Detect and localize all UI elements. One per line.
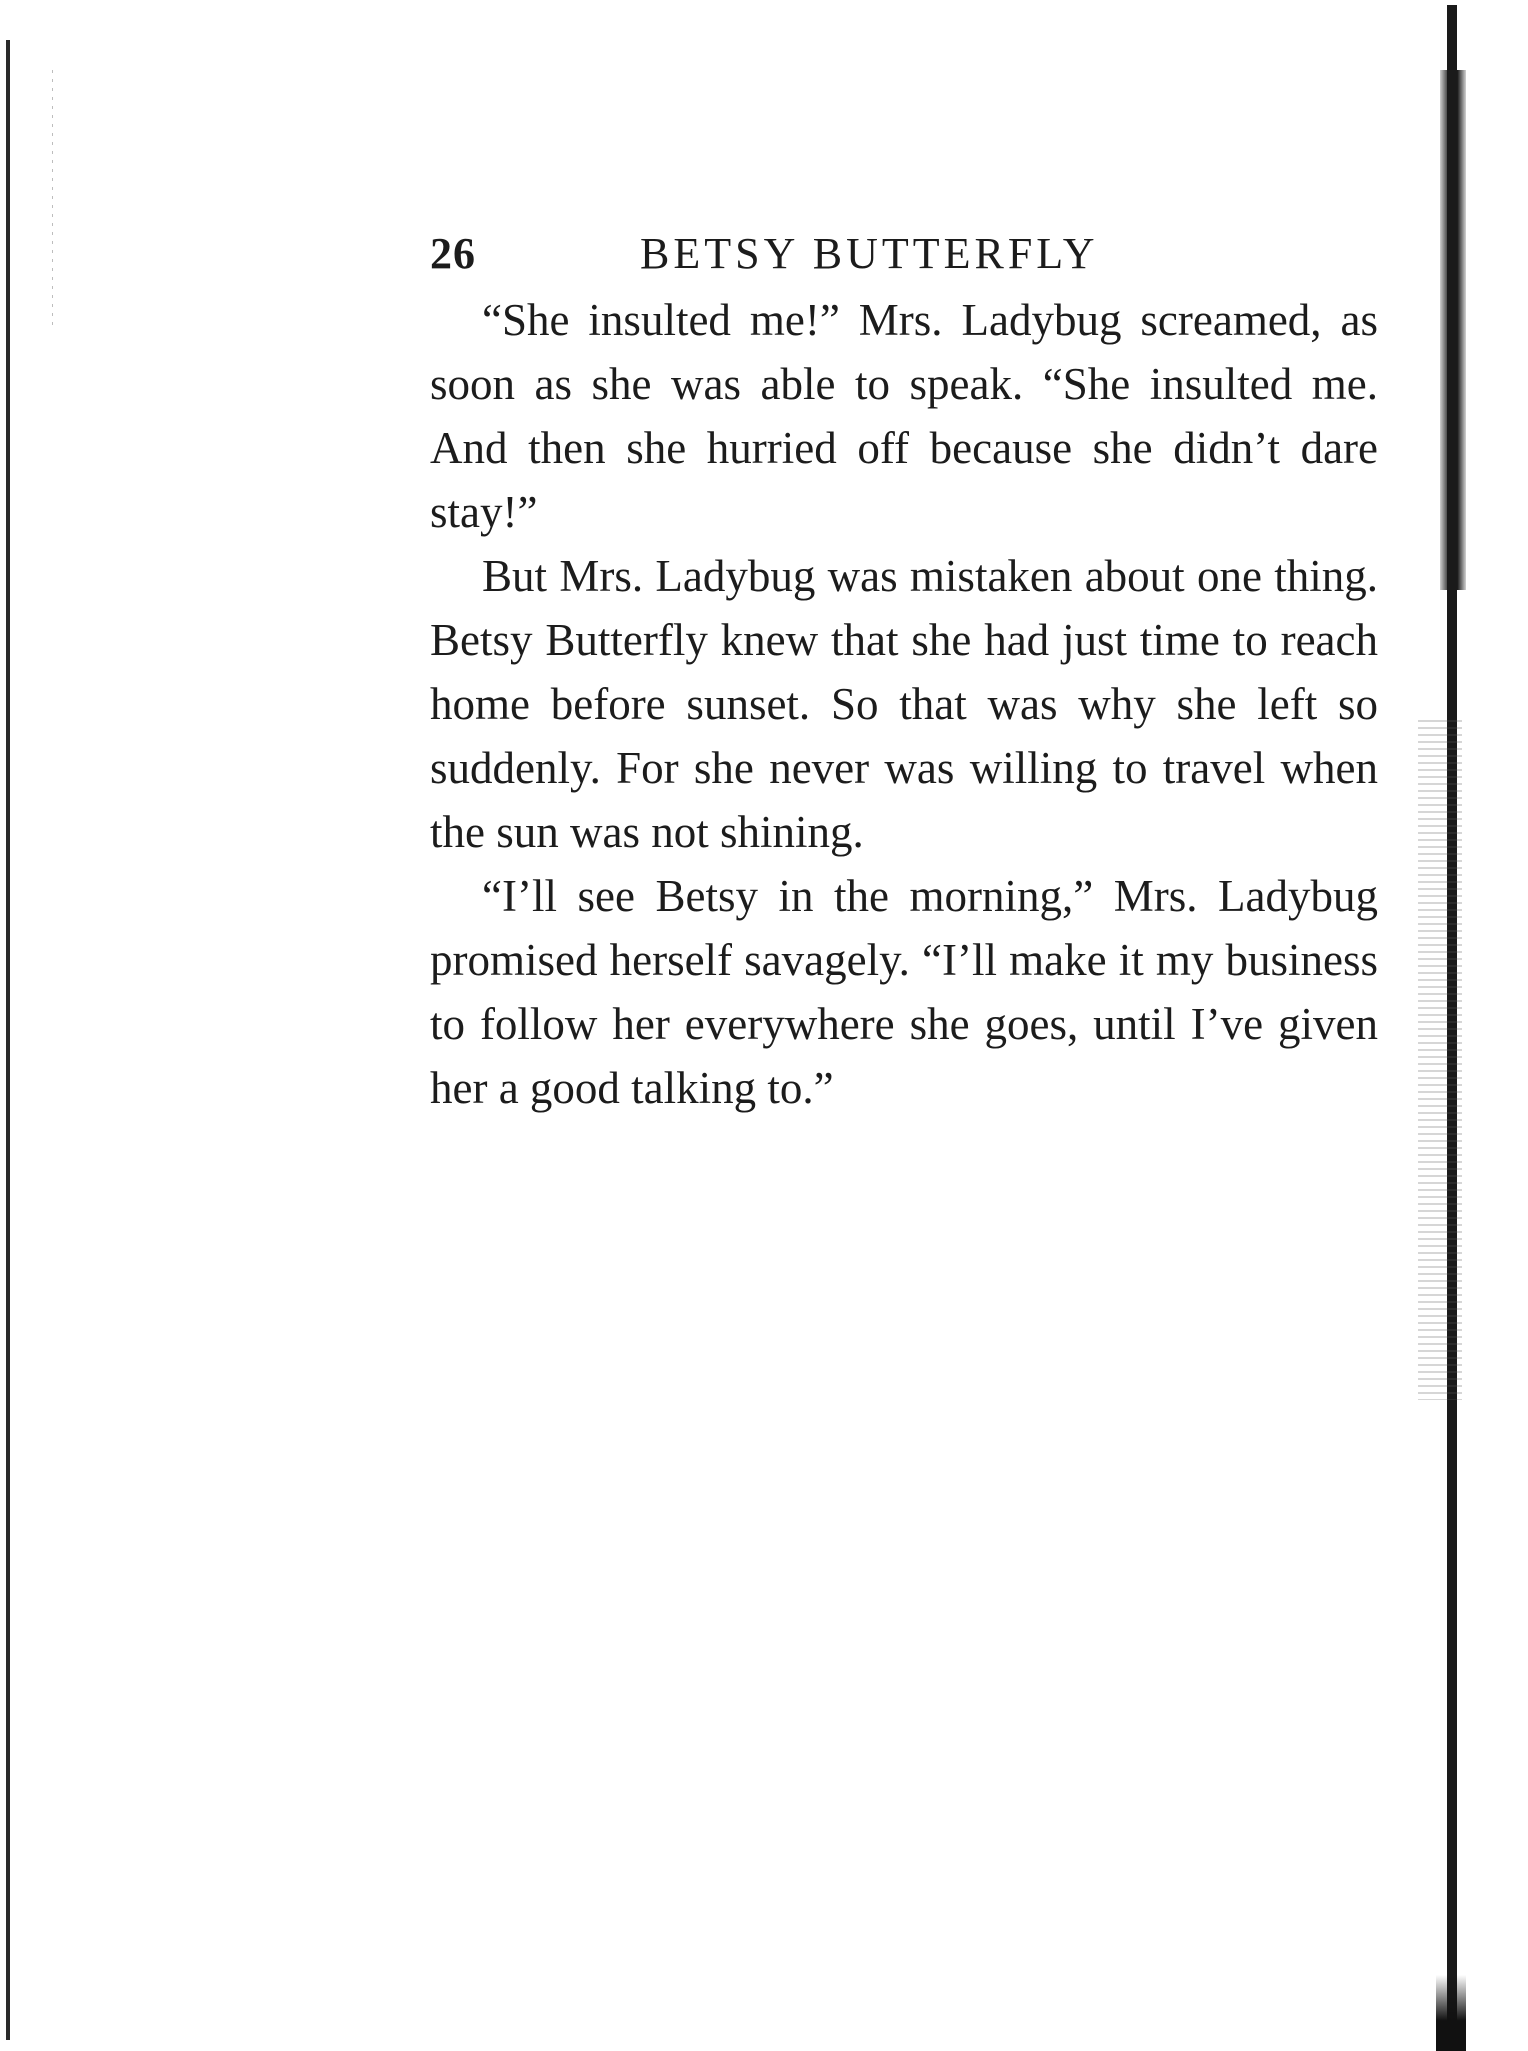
- paragraph-2: But Mrs. Ladybug was mistaken about one thing. Betsy Butterfly knew that she had just time to reach home before sunset. So that was why she left so suddenly. For she never was willing to travel when the sun was not shining.: [430, 551, 1378, 857]
- scan-right-speckle: [1418, 720, 1462, 1400]
- running-title: BETSY BUTTERFLY: [640, 229, 1099, 278]
- paragraph-1: “She insulted me!” Mrs. Ladybug screamed, as soon as she was able to speak. “She insulted me. And then she hurried off because she didn’t dare stay!”: [430, 295, 1378, 537]
- scan-right-foot: [1436, 1975, 1466, 2051]
- page-number: 26: [430, 229, 476, 278]
- scan-left-edge: [6, 40, 10, 2040]
- running-head: [430, 222, 1378, 288]
- book-page: [430, 222, 1378, 1120]
- scan-left-speckle: [52, 70, 53, 330]
- paragraph-3: “I’ll see Betsy in the morning,” Mrs. Ladybug promised herself savagely. “I’ll make it my business to follow her everywhere she goes, until I’ve given her a good talking to.”: [430, 871, 1378, 1113]
